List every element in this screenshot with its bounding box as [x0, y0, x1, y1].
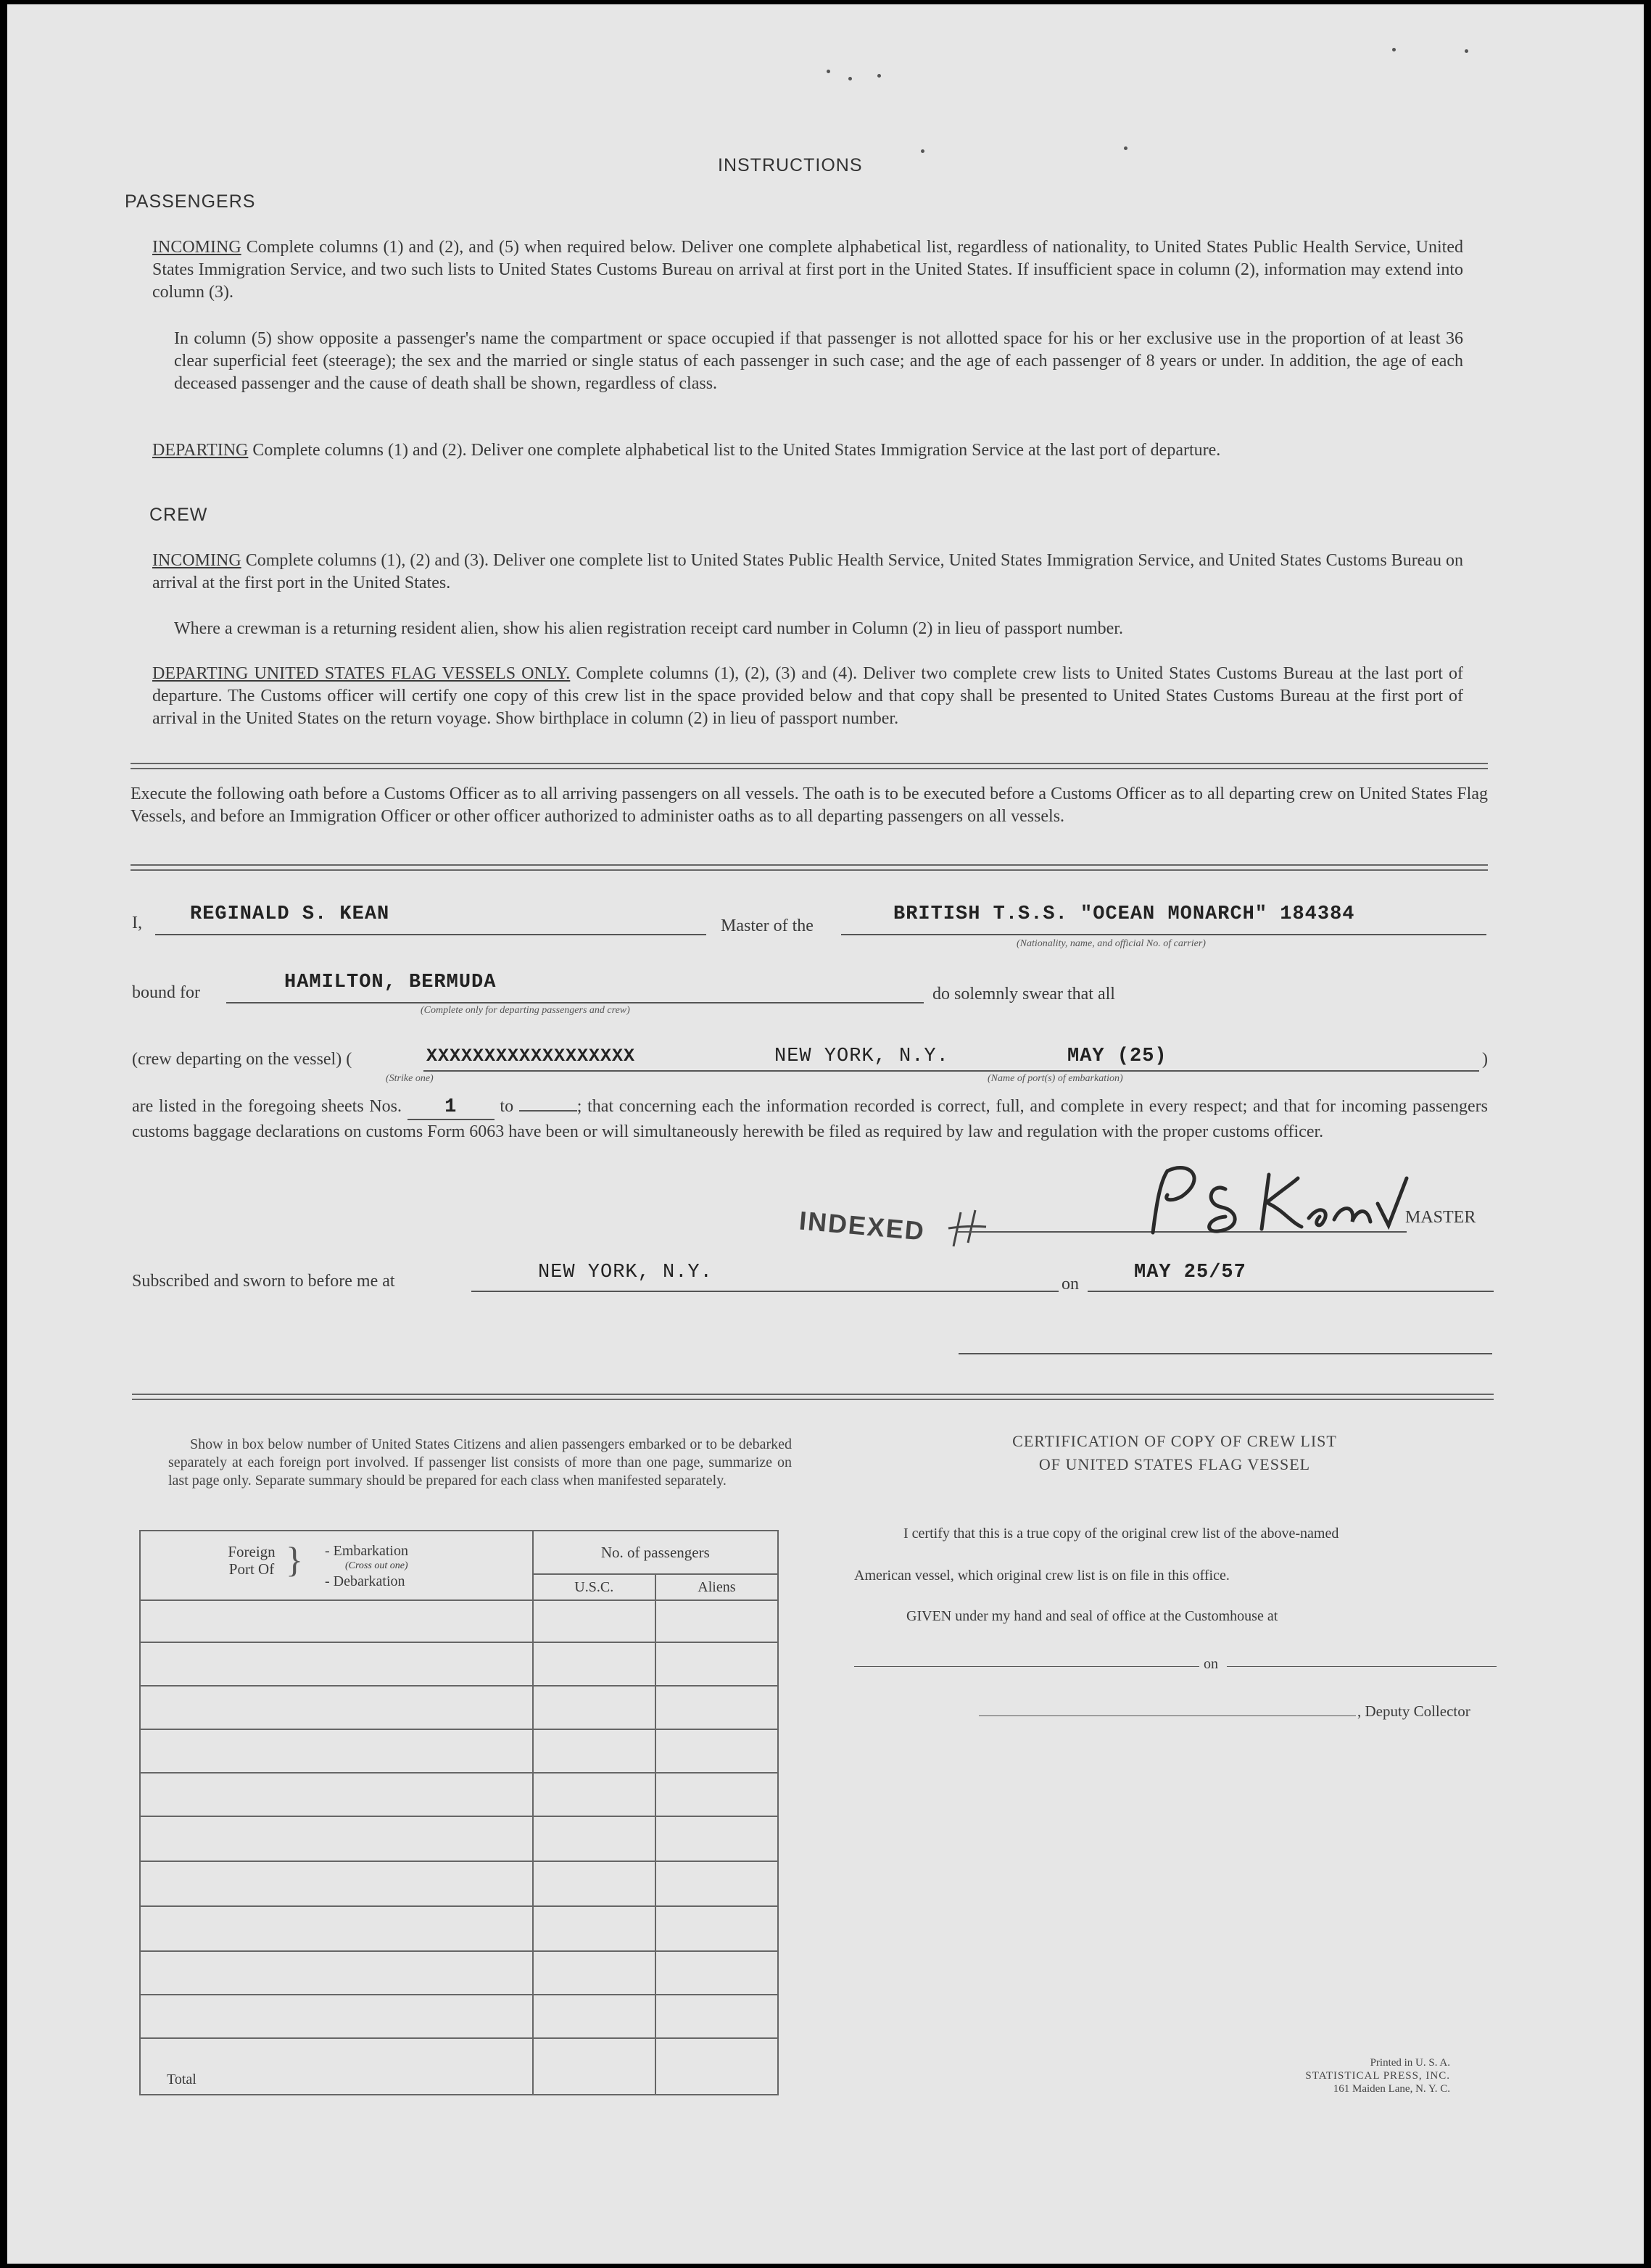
section-divider — [132, 1394, 1494, 1400]
usc-cell[interactable] — [533, 1729, 655, 1773]
officer-signature-line — [959, 1353, 1492, 1354]
listed-text: ; that concerning each the information recorded is correct, full, and complete in every respect; and that for incoming passengers customs baggage declarations on customs Form 6063 have been or will simultaneously herewith be filed as required by law and regulation with the proper customs officer. — [132, 1097, 1488, 1141]
port-cell[interactable] — [140, 1906, 533, 1951]
foreign-port-label: Foreign Port Of — [228, 1543, 276, 1578]
scan-speck — [848, 77, 852, 80]
passengers-departing-paragraph — [152, 439, 1463, 462]
table-row — [140, 1729, 778, 1773]
usc-cell[interactable] — [533, 1642, 655, 1686]
table-row — [140, 1995, 778, 2038]
sworn-on-label: on — [1062, 1275, 1079, 1294]
bound-for-caption: (Complete only for departing passengers and crew) — [421, 1005, 630, 1016]
port-cell[interactable] — [140, 1642, 533, 1686]
usc-cell[interactable] — [533, 1906, 655, 1951]
deputy-collector-label: , Deputy Collector — [1357, 1702, 1470, 1720]
vessel-line — [841, 934, 1486, 935]
port-field[interactable]: NEW YORK, N.Y. — [774, 1046, 949, 1067]
sheet-from-field[interactable]: 1 — [407, 1096, 495, 1120]
aliens-header: Aliens — [655, 1574, 778, 1600]
port-cell[interactable] — [140, 1729, 533, 1773]
usc-cell[interactable] — [533, 1861, 655, 1906]
table-row — [140, 1773, 778, 1816]
table-row — [140, 1861, 778, 1906]
table-row — [140, 1906, 778, 1951]
aliens-cell[interactable] — [655, 1773, 778, 1816]
port-caption: (Name of port(s) of embarkation) — [988, 1073, 1123, 1084]
strike-caption: (Strike one) — [386, 1073, 434, 1084]
passengers-heading: PASSENGERS — [125, 191, 256, 212]
usc-total-cell[interactable] — [533, 2038, 655, 2095]
departing-label: DEPARTING — [152, 441, 249, 460]
scan-speck — [1392, 48, 1396, 51]
usc-header: U.S.C. — [533, 1574, 655, 1600]
aliens-cell[interactable] — [655, 1816, 778, 1861]
master-name-field[interactable]: REGINALD S. KEAN — [190, 903, 390, 925]
oath-intro-paragraph: Execute the following oath before a Customs Officer as to all arriving passengers on all vessels. The oath is to be executed before a Customs Officer as to all departing crew on United States Flag Vessels, and before an Immigration Officer or other officer authorized to administer oaths as to all departing passengers on all vessels. — [131, 785, 1488, 826]
crew-incoming-label: INCOMING — [152, 551, 241, 570]
scan-speck — [1465, 49, 1468, 53]
scan-speck — [877, 74, 881, 78]
bound-for-label: bound for — [132, 983, 200, 1002]
certification-date-line[interactable] — [1227, 1666, 1497, 1667]
port-cell[interactable] — [140, 1686, 533, 1729]
strike-field[interactable]: XXXXXXXXXXXXXXXXXX — [426, 1046, 636, 1067]
aliens-cell[interactable] — [655, 1861, 778, 1906]
passenger-summary-table — [139, 1530, 779, 2095]
column5-paragraph: In column (5) show opposite a passenger's name the compartment or space occupied if that passenger is not allotted space for his or her exclusive use in the proportion of at least 36 clear superficial feet (steerage); the sex and the married or single status of each passenger in such case; and the age of each passenger of 8 years or under. In addition, the age of each deceased passenger and the cause of death shall be shown, regardless of class. — [174, 329, 1463, 393]
certification-title-line1: CERTIFICATION OF COPY OF CREW LIST — [1012, 1432, 1337, 1450]
certification-title-line2: OF UNITED STATES FLAG VESSEL — [1038, 1455, 1311, 1473]
aliens-cell[interactable] — [655, 1642, 778, 1686]
bound-for-line — [226, 1002, 924, 1003]
port-cell[interactable] — [140, 1773, 533, 1816]
crew-heading: CREW — [149, 505, 208, 525]
total-label: Total — [140, 2038, 533, 2095]
usc-cell[interactable] — [533, 1686, 655, 1729]
certification-on-label: on — [1204, 1656, 1218, 1672]
crew-departing-paragraph — [152, 663, 1463, 730]
port-cell[interactable] — [140, 1816, 533, 1861]
certification-text2: American vessel, which original crew list is on file in this office. — [854, 1568, 1230, 1584]
incoming-text: Complete columns (1) and (2), and (5) when required below. Deliver one complete alphabetical list, regardless of nationality, to United States Public Health Service, United States Immigration Service, and two such lists to United States Customs Bureau on arrival at first port in the United States. If insufficient space in column (2), information may extend into column (3). — [152, 238, 1464, 302]
indexed-stamp: INDEXED — [798, 1205, 927, 1246]
listed-label: are listed in the foregoing sheets Nos. — [132, 1097, 402, 1116]
aliens-cell[interactable] — [655, 1951, 778, 1995]
scan-speck — [827, 70, 830, 73]
crew-departing-text: Complete columns (1), (2), (3) and (4). Deliver two complete crew lists to United States Customs Bureau at the last port of departure. The Customs officer will certify one copy of this crew list in the space provided below and that copy shall be presented to United States Customs Bureau at the first port of arrival in the United States on the return voyage. Show birthplace in column (2) in lieu of passport number. — [152, 664, 1464, 728]
embarkation-label: - Embarkation — [325, 1543, 408, 1559]
section-divider — [131, 864, 1488, 871]
foreign-port-header — [140, 1531, 533, 1600]
aliens-cell[interactable] — [655, 1995, 778, 2038]
crew-resident-paragraph: Where a crewman is a returning resident alien, show his alien registration receipt card number in Column (2) in lieu of passport number. — [174, 619, 1123, 638]
listed-paragraph — [132, 1095, 1488, 1143]
crew-incoming-text: Complete columns (1), (2) and (3). Deliver one complete list to United States Public Health Service, United States Immigration Service, and United States Customs Bureau on arrival at the first port in the United States. — [152, 551, 1463, 592]
i-label: I, — [132, 914, 142, 932]
port-cell[interactable] — [140, 1951, 533, 1995]
usc-cell[interactable] — [533, 1773, 655, 1816]
swear-label: do solemnly swear that all — [932, 985, 1115, 1003]
subscribed-label: Subscribed and sworn to before me at — [132, 1272, 395, 1291]
scan-speck — [1124, 146, 1127, 150]
total-row — [140, 2038, 778, 2095]
sworn-place-line — [471, 1291, 1059, 1292]
crew-incoming-paragraph — [152, 550, 1463, 595]
close-paren: ) — [1482, 1050, 1488, 1069]
sheet-to-field[interactable] — [519, 1110, 577, 1112]
scan-speck — [921, 149, 924, 153]
port-cell[interactable] — [140, 1995, 533, 2038]
sworn-date-line — [1088, 1291, 1494, 1292]
master-name-line — [155, 934, 706, 935]
table-row — [140, 1600, 778, 1642]
certification-text1: I certify that this is a true copy of the original crew list of the above-named — [903, 1526, 1339, 1541]
vessel-caption: (Nationality, name, and official No. of carrier) — [1017, 938, 1206, 949]
aliens-cell[interactable] — [655, 1600, 778, 1642]
usc-cell[interactable] — [533, 1951, 655, 1995]
printer-line3: 161 Maiden Lane, N. Y. C. — [1333, 2083, 1450, 2095]
printer-line1: Printed in U. S. A. — [1370, 2057, 1450, 2069]
debarkation-label: - Debarkation — [325, 1573, 405, 1589]
indexed-initial-mark — [943, 1207, 993, 1250]
master-signature — [1138, 1160, 1428, 1240]
instructions-heading: INSTRUCTIONS — [718, 155, 863, 175]
printer-line2: STATISTICAL PRESS, INC. — [1305, 2070, 1450, 2082]
summary-intro: Show in box below number of United States Citizens and alien passengers embarked or to be debarked separately at each foreign port involved. If passenger list consists of more than one page, summarize on last page only. Separate summary should be prepared for each class when manifested separately. — [168, 1436, 792, 1489]
table-row — [140, 1951, 778, 1995]
passengers-incoming-paragraph — [152, 236, 1463, 304]
cross-out-label: (Cross out one) — [345, 1560, 408, 1571]
master-label: MASTER — [1405, 1208, 1476, 1227]
aliens-cell[interactable] — [655, 1906, 778, 1951]
usc-cell[interactable] — [533, 1816, 655, 1861]
sworn-date-field[interactable]: MAY 25/57 — [1134, 1262, 1246, 1283]
aliens-total-cell[interactable] — [655, 2038, 778, 2095]
port-date-field[interactable]: MAY (25) — [1067, 1046, 1167, 1067]
embarkation-line — [423, 1070, 1479, 1072]
aliens-cell[interactable] — [655, 1729, 778, 1773]
port-cell[interactable] — [140, 1861, 533, 1906]
usc-cell[interactable] — [533, 1600, 655, 1642]
departing-text: Complete columns (1) and (2). Deliver one complete alphabetical list to the United States Immigration Service at the last port of departure. — [252, 441, 1221, 460]
crew-departing-on-vessel-label: (crew departing on the vessel) ( — [132, 1050, 352, 1069]
usc-cell[interactable] — [533, 1995, 655, 2038]
printer-imprint — [1240, 2056, 1450, 2095]
table-row — [140, 1686, 778, 1729]
master-of-label: Master of the — [721, 916, 814, 935]
passengers-header: No. of passengers — [533, 1531, 778, 1574]
certification-title — [863, 1430, 1486, 1476]
table-row — [140, 1816, 778, 1861]
certification-text3: GIVEN under my hand and seal of office at the Customhouse at — [906, 1608, 1278, 1624]
section-divider — [131, 763, 1488, 769]
brace-icon: } — [286, 1539, 303, 1580]
crew-departing-label: DEPARTING UNITED STATES FLAG VESSELS ONLY. — [152, 664, 571, 683]
table-row — [140, 1642, 778, 1686]
aliens-cell[interactable] — [655, 1686, 778, 1729]
customhouse-line[interactable] — [854, 1666, 1199, 1667]
vessel-field[interactable]: BRITISH T.S.S. "OCEAN MONARCH" 184384 — [893, 903, 1355, 925]
to-label: to — [500, 1097, 514, 1116]
incoming-label: INCOMING — [152, 238, 241, 257]
sworn-place-field[interactable]: NEW YORK, N.Y. — [538, 1262, 713, 1283]
bound-for-field[interactable]: HAMILTON, BERMUDA — [284, 972, 497, 993]
form-page — [7, 4, 1644, 2264]
port-cell[interactable] — [140, 1600, 533, 1642]
